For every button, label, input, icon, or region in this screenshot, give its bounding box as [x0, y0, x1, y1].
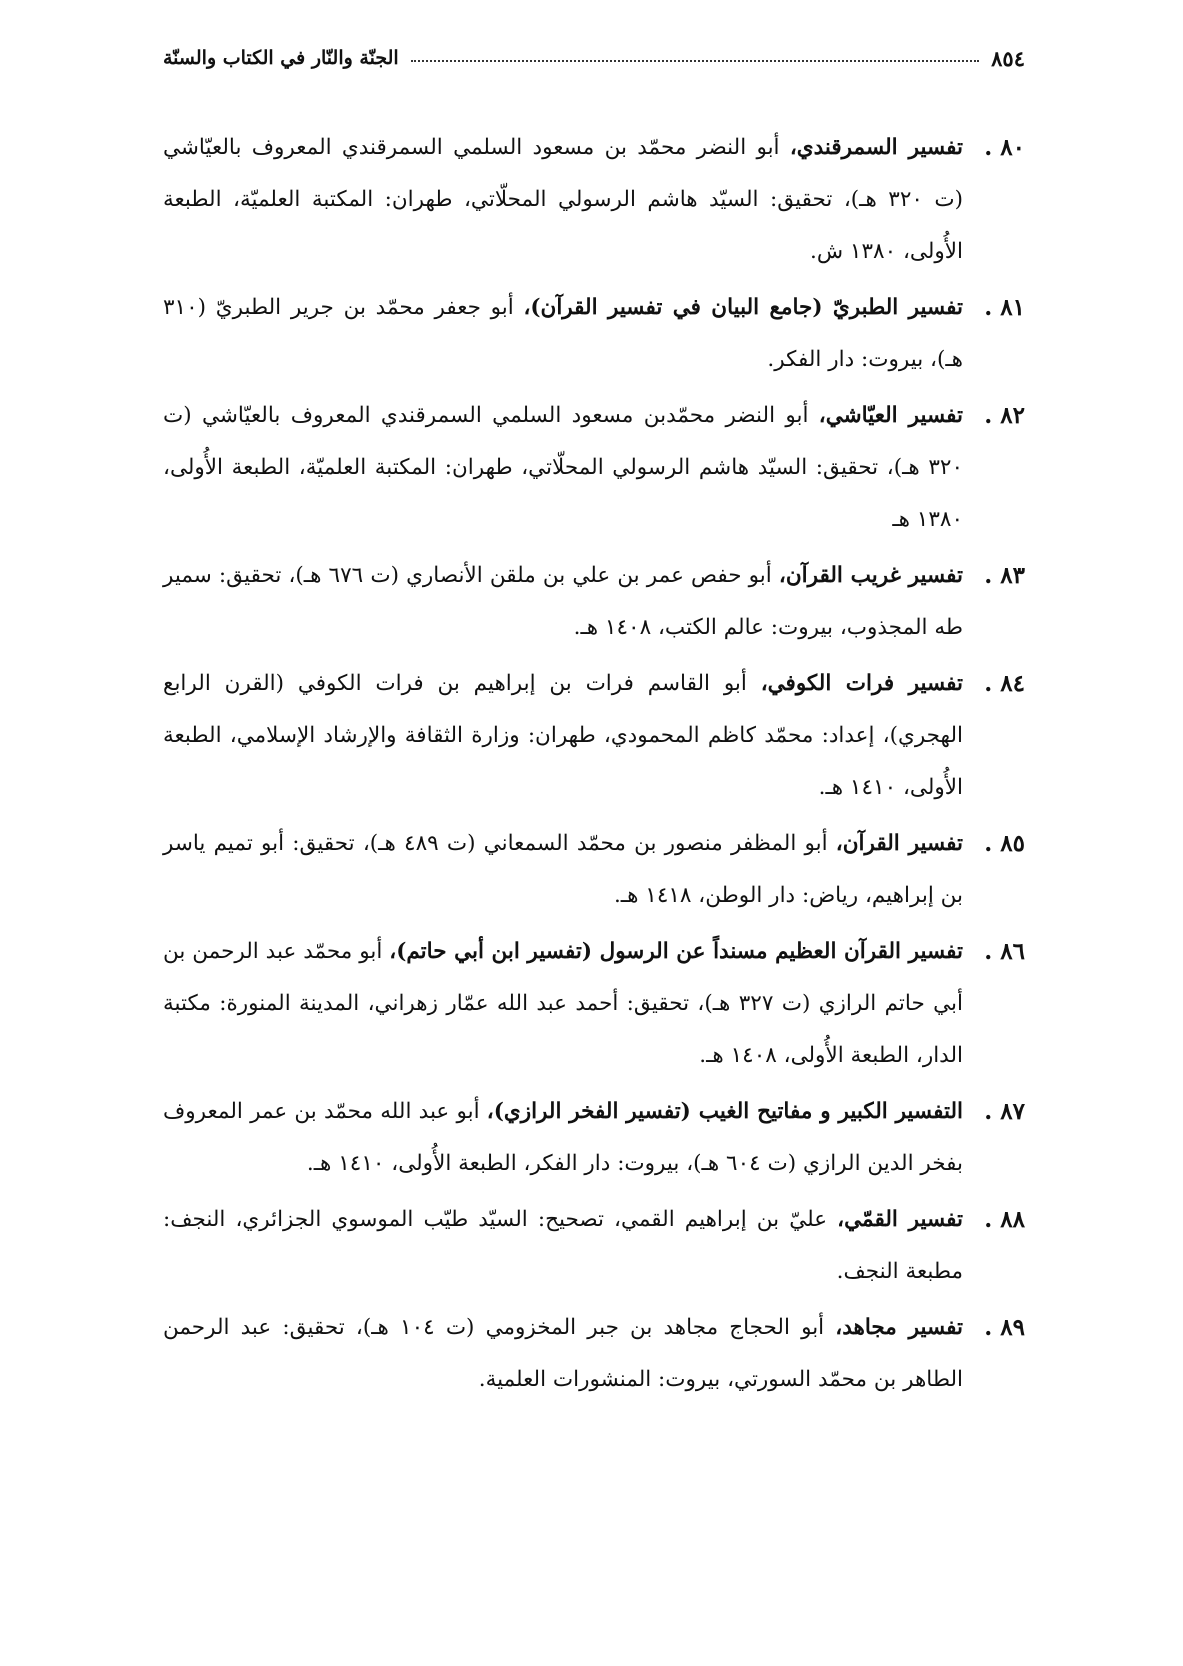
entry-title: تفسير مجاهد، — [835, 1315, 963, 1340]
entry-number: ٨٨ . — [984, 1206, 1025, 1233]
bibliography-entry — [163, 818, 1025, 922]
entry-text: أبو عبد الله محمّد بن عمر المعروف بفخر الدين الرازي (ت ٦٠٤ هـ)، بيروت: دار الفكر، الطبعة الأُولى، ١٤١٠ هـ. — [163, 1099, 963, 1176]
bibliography-entry — [163, 926, 1025, 1082]
entry-number: ٨٧ . — [984, 1098, 1025, 1125]
entry-text: أبو حفص عمر بن علي بن ملقن الأنصاري (ت ٦٧٦ هـ)، تحقيق: سمير طه المجذوب، بيروت: عالم الكتب، ١٤٠٨ هـ. — [163, 563, 963, 640]
bibliography-entry — [163, 282, 1025, 386]
entry-text: عليّ بن إبراهيم القمي، تصحيح: السيّد طيّب الموسوي الجزائري، النجف: مطبعة النجف. — [163, 1207, 963, 1284]
entry-title: التفسير الكبير و مفاتيح الغيب (تفسير الفخر الرازي)، — [486, 1099, 963, 1124]
bibliography-list — [163, 122, 1025, 1410]
entry-text: أبو جعفر محمّد بن جرير الطبريّ (٣١٠ هـ)، بيروت: دار الفكر. — [163, 295, 963, 372]
entry-title: تفسير غريب القرآن، — [778, 563, 963, 588]
entry-title: تفسير القمّي، — [837, 1207, 963, 1232]
entry-title: تفسير الطبريّ (جامع البيان في تفسير القرآن)، — [523, 295, 963, 320]
entry-number: ٨٦ . — [984, 938, 1025, 965]
bibliography-entry — [163, 1086, 1025, 1190]
entry-title: تفسير فرات الكوفي، — [760, 671, 963, 696]
entry-number: ٨٥ . — [984, 830, 1025, 857]
page-header — [163, 40, 1025, 76]
entry-text: أبو محمّد عبد الرحمن بن أبي حاتم الرازي (ت ٣٢٧ هـ)، تحقيق: أحمد عبد الله عمّار زهراني، المدينة المنورة: مكتبة الدار، الطبعة الأُولى، ١٤٠٨ هـ. — [163, 939, 963, 1068]
entry-number: ٨١ . — [984, 294, 1025, 321]
entry-title: تفسير السمرقندي، — [789, 135, 963, 160]
bibliography-entry — [163, 1302, 1025, 1406]
bibliography-entry — [163, 658, 1025, 814]
entry-text: أبو النضر محمّدبن مسعود السلمي السمرقندي المعروف بالعيّاشي (ت ٣٢٠ هـ)، تحقيق: السيّد هاشم الرسولي المحلّاتي، طهران: المكتبة العلميّة، الطبعة الأُولى، ١٣٨٠ هـ — [163, 403, 963, 532]
entry-number: ٨٢ . — [984, 402, 1025, 429]
entry-number: ٨٩ . — [984, 1314, 1025, 1341]
entry-text: أبو النضر محمّد بن مسعود السلمي السمرقندي المعروف بالعيّاشي (ت ٣٢٠ هـ)، تحقيق: السيّد هاشم الرسولي المحلّاتي، طهران: المكتبة العلميّة، الطبعة الأُولى، ١٣٨٠ ش. — [163, 135, 964, 264]
page-number: ٨٥٤ — [991, 45, 1025, 71]
entry-text: أبو المظفر منصور بن محمّد السمعاني (ت ٤٨٩ هـ)، تحقيق: أبو تميم ياسر بن إبراهيم، رياض: دار الوطن، ١٤١٨ هـ. — [163, 831, 963, 908]
entry-text: أبو القاسم فرات بن إبراهيم بن فرات الكوفي (القرن الرابع الهجري)، إعداد: محمّد كاظم المحمودي، طهران: وزارة الثقافة والإرشاد الإسلامي، الطبعة الأُولى، ١٤١٠ هـ. — [163, 671, 963, 800]
bibliography-entry — [163, 390, 1025, 546]
running-title: الجنّة والنّار في الكتاب والسنّة — [163, 47, 399, 69]
bibliography-entry — [163, 1194, 1025, 1298]
entry-title: تفسير القرآن، — [835, 831, 963, 856]
bibliography-entry — [163, 122, 1025, 278]
entry-title: تفسير القرآن العظيم مسنداً عن الرسول (تفسير ابن أبي حاتم)، — [389, 939, 963, 964]
entry-title: تفسير العيّاشي، — [818, 403, 963, 428]
entry-number: ٨٣ . — [984, 562, 1025, 589]
entry-text: أبو الحجاج مجاهد بن جبر المخزومي (ت ١٠٤ هـ)، تحقيق: عبد الرحمن الطاهر بن محمّد السورتي، بيروت: المنشورات العلمية. — [163, 1315, 963, 1392]
entry-number: ٨٤ . — [984, 670, 1025, 697]
entry-number: ٨٠ . — [984, 134, 1025, 161]
bibliography-entry — [163, 550, 1025, 654]
dotted-leader — [411, 60, 980, 62]
